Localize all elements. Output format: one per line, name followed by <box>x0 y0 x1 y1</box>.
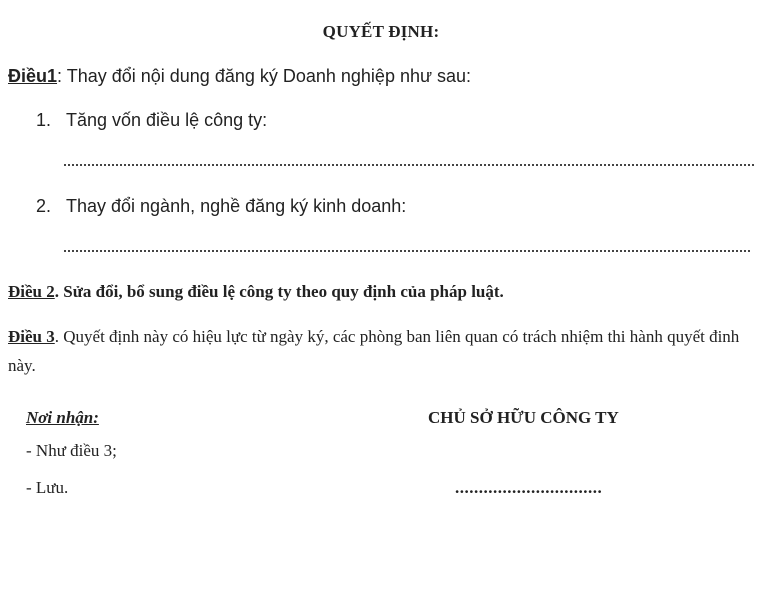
list-item <box>36 110 267 131</box>
signature-title: CHỦ SỞ HỮU CÔNG TY <box>428 408 619 427</box>
fill-in-line <box>64 250 750 252</box>
article-3 <box>8 322 748 380</box>
article-1 <box>8 66 471 87</box>
article-2 <box>8 282 504 302</box>
article-1-heading: Điều1 <box>8 66 58 86</box>
article-3-heading: Điều 3 <box>8 327 55 346</box>
document-title: QUYẾT ĐỊNH: <box>322 22 440 41</box>
article-2-heading: Điều 2 <box>8 282 55 301</box>
recipient-item: - Như điều 3; <box>26 441 117 460</box>
recipient-item: - Lưu. <box>26 478 69 497</box>
list-item-text: Tăng vốn điều lệ công ty: <box>66 110 268 130</box>
list-item-text: Thay đổi ngành, nghề đăng ký kinh doanh: <box>66 196 407 216</box>
article-1-text: : Thay đổi nội dung đăng ký Doanh nghiệp như sau: <box>57 66 472 86</box>
list-item-number: 1. <box>36 110 52 130</box>
article-3-text: . Quyết định này có hiệu lực từ ngày ký, các phòng ban liên quan có trách nhiệm thi hành quyết đinh này. <box>8 327 740 375</box>
fill-in-line <box>64 164 754 166</box>
list-item <box>36 196 406 217</box>
recipients-label: Nơi nhận: <box>26 408 99 427</box>
article-2-text: . Sửa đổi, bổ sung điều lệ công ty theo quy định của pháp luật. <box>54 282 504 301</box>
signature-placeholder: ............................... <box>455 478 603 497</box>
list-item-number: 2. <box>36 196 52 216</box>
